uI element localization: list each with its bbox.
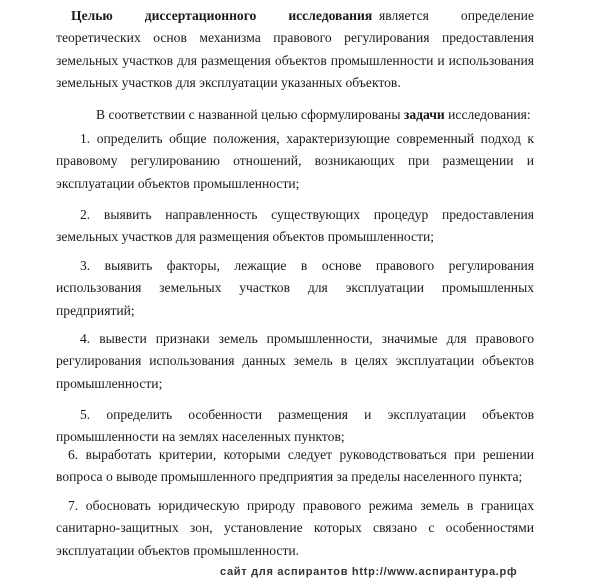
tasks-intro-after: исследования: [448, 107, 531, 122]
tasks-intro-bold: задачи [403, 107, 445, 122]
research-goal-text: является определение теоретических основ механизма правового регулирования предоставления земельных участков для размещения объектов промышленности и использования земельных участков для эксплуатации указанных объектов. [56, 8, 534, 91]
task-item-4: 4. вывести признаки земель промышленности, значимые для правового регулирования использования данных земель в целях эксплуатации объектов промышленности; [56, 331, 534, 391]
task-item-5: 5. определить особенности размещения и эксплуатации объектов промышленности на землях населенных пунктов; [56, 407, 534, 445]
task-item-1: 1. определить общие положения, характеризующие современный подход к правовому регулированию отношений, возникающих при размещении и эксплуатации объектов промышленности; [56, 131, 534, 191]
task-item-2: 2. выявить направленность существующих процедур предоставления земельных участков для размещения объектов промышленности; [56, 207, 534, 245]
site-watermark: сайт для аспирантов http://www.аспирантура.рф [220, 566, 518, 578]
task-item-3: 3. выявить факторы, лежащие в основе правового регулирования использования земельных участков для эксплуатации промышленных предприятий; [56, 258, 534, 318]
tasks-intro-paragraph [56, 104, 534, 126]
tasks-intro-before: В соответствии с названной целью сформулированы [96, 107, 401, 122]
research-goal-lead: Целью диссертационного исследования [71, 8, 373, 23]
task-item-7: 7. обосновать юридическую природу правового режима земель в границах санитарно-защитных зон, установление которых связано с особенностями эксплуатации объектов промышленности. [56, 498, 534, 558]
task-item-6: 6. выработать критерии, которыми следует руководствоваться при решении вопроса о выводе промышленного предприятия за пределы населенного пункта; [56, 447, 534, 485]
research-goal-paragraph [56, 5, 534, 95]
